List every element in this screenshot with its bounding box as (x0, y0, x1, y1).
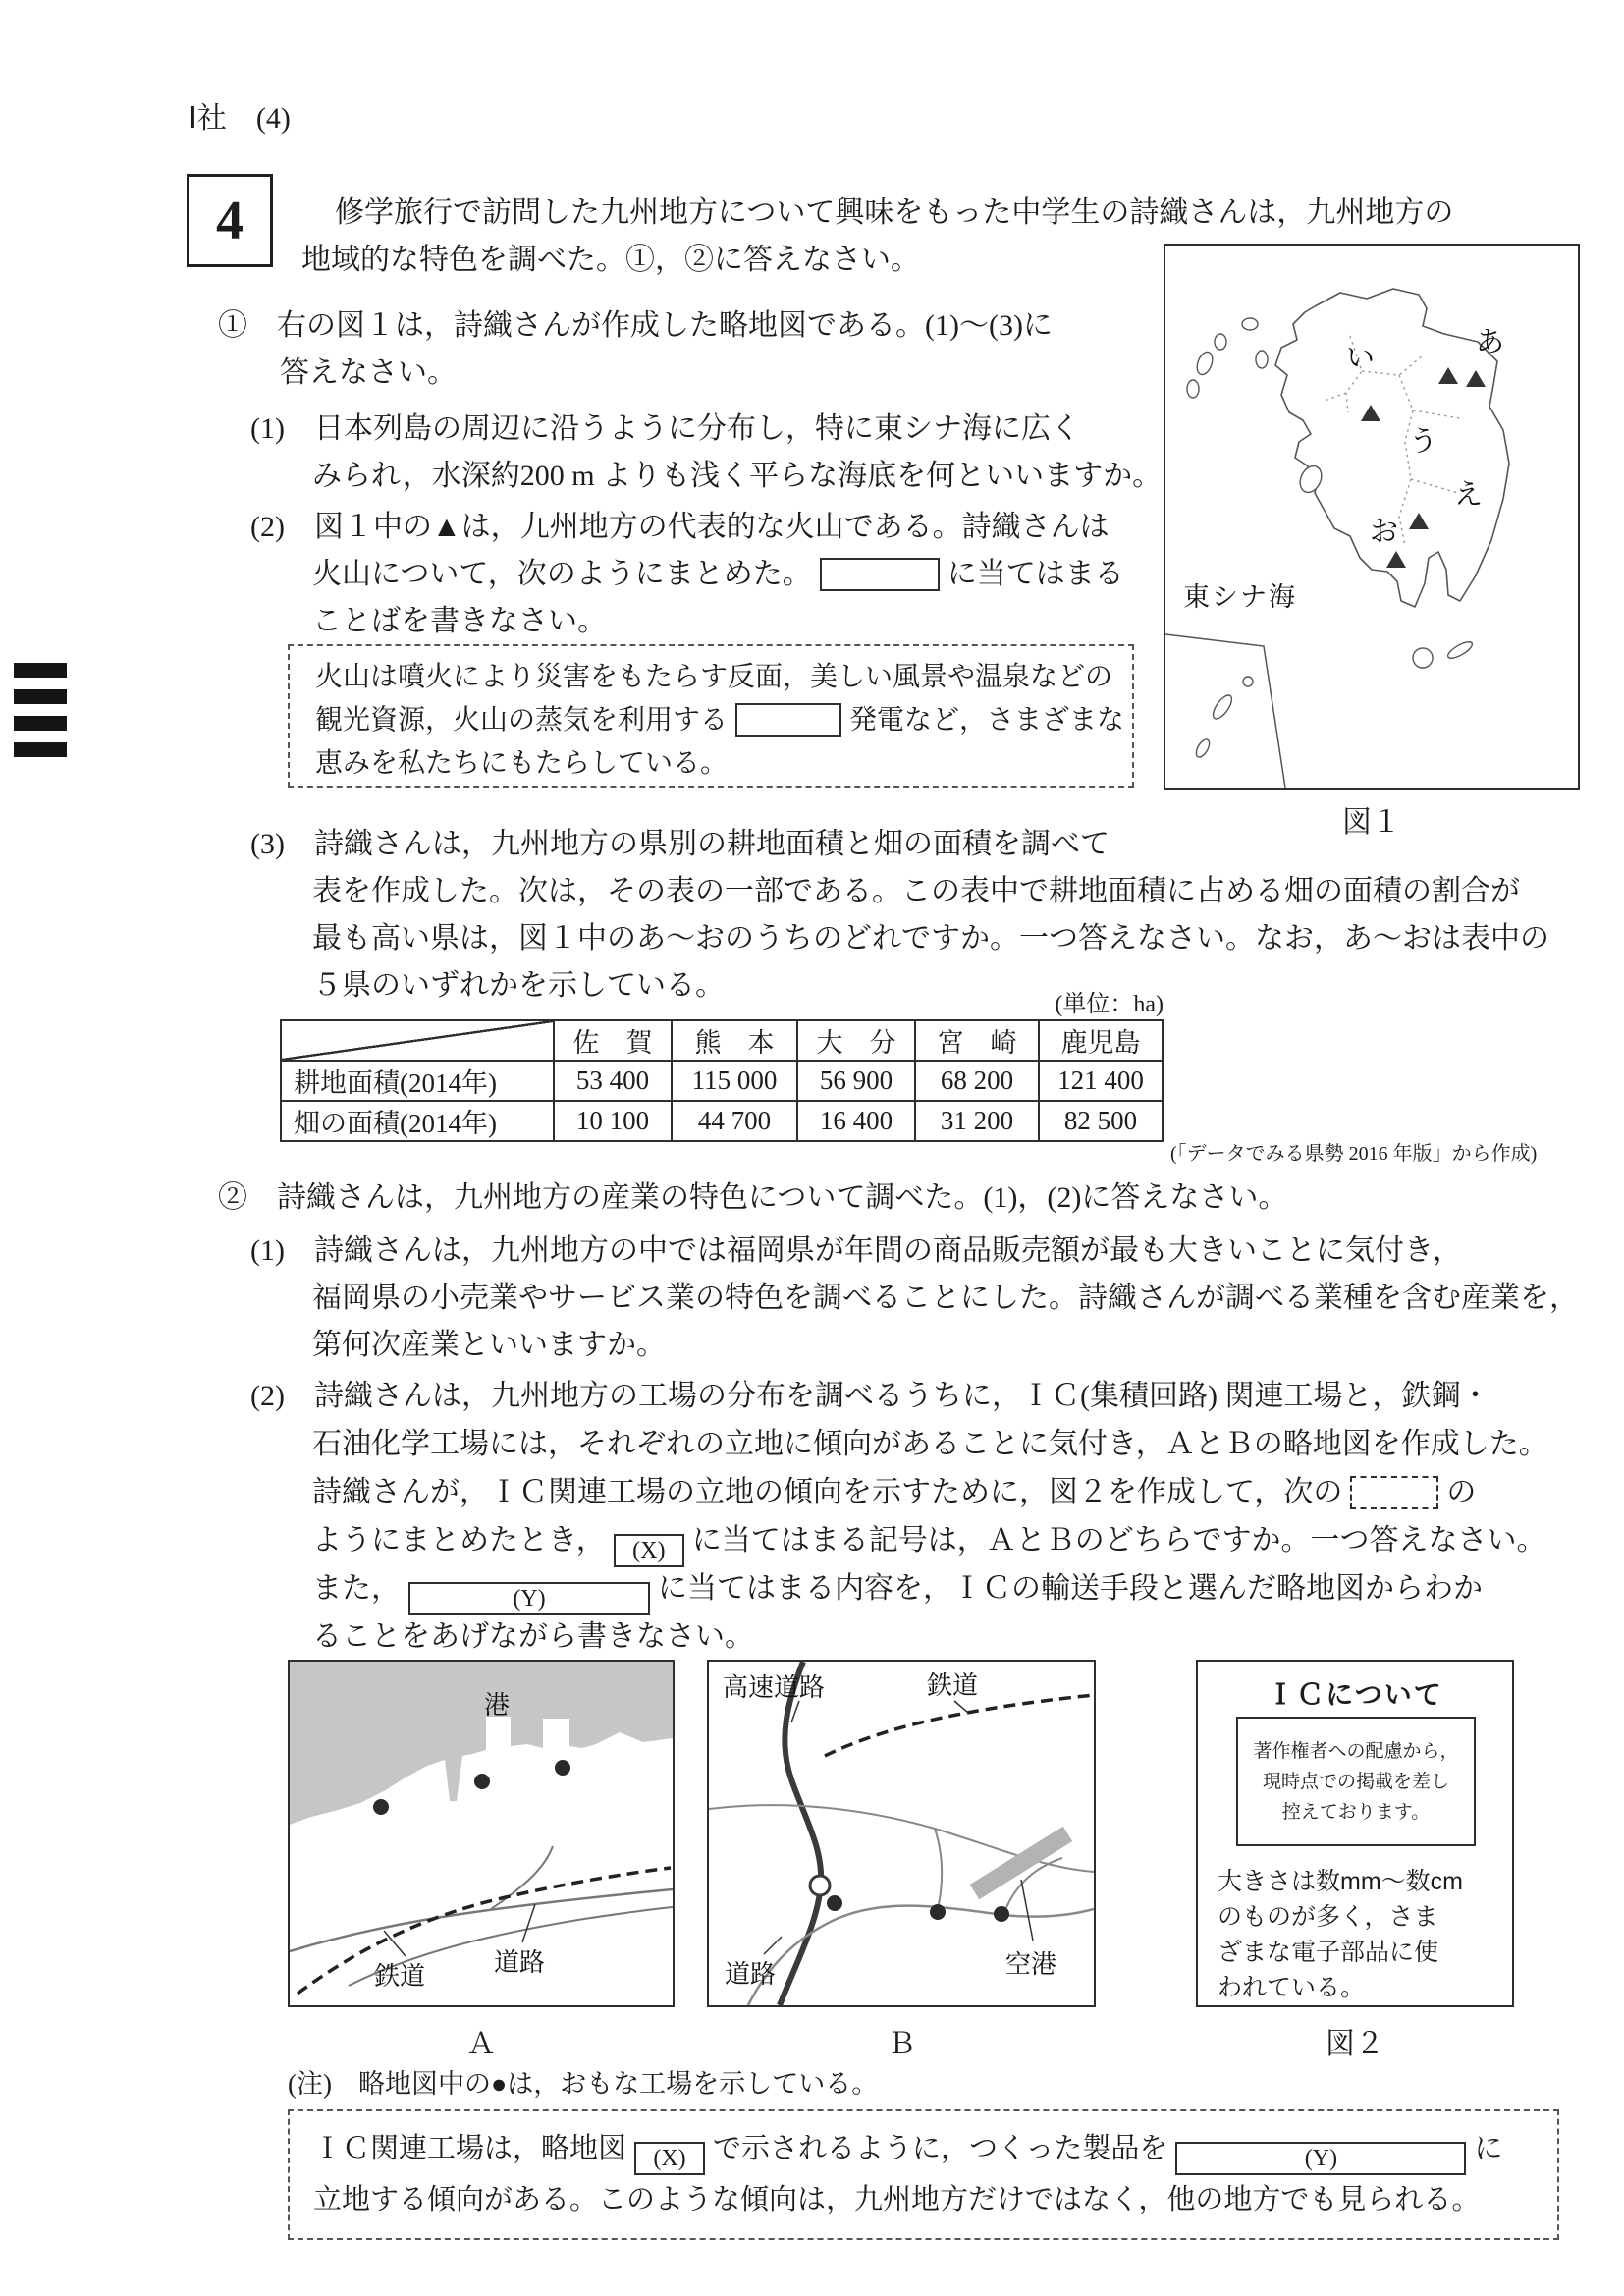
text-line: (1) 日本列島の周辺に沿うように分布し，特に東シナ海に広く (250, 412, 1080, 445)
text-line: ① 右の図１は，詩織さんが作成した略地図である。(1)～(3)に (218, 309, 1053, 342)
section1-q1 (250, 406, 1162, 500)
registration-mark (14, 663, 67, 678)
table-header-row (281, 1020, 1163, 1061)
table-cell: 31 200 (915, 1101, 1039, 1141)
text-line (313, 2123, 1534, 2174)
section2-q1 (250, 1228, 1579, 1369)
table-cell: 53 400 (554, 1061, 672, 1101)
map-a (288, 1660, 675, 2007)
figure2-caption: 図２ (1326, 2028, 1384, 2060)
table-cell: 68 200 (915, 1061, 1039, 1101)
rail-label: 鉄道 (374, 1961, 426, 1991)
x-blank-box: (X) (634, 2142, 705, 2175)
registration-mark (14, 689, 67, 704)
section2-title: ② 詩織さんは，九州地方の産業の特色について調べた。(1)，(2)に答えなさい。 (218, 1181, 1288, 1214)
text-segment: 発電など，さまざまな (849, 705, 1125, 736)
figure2-title: ＩＣについて (1267, 1679, 1443, 1710)
notice-line: 控えております。 (1281, 1801, 1431, 1823)
text-line: 石油化学工場には，それぞれの立地に傾向があることに気付き，ＡとＢの略地図を作成した。 (312, 1428, 1548, 1460)
section2-q2 (250, 1372, 1548, 1661)
conclusion-box (288, 2109, 1559, 2240)
figure1-label-u: う (1409, 426, 1438, 458)
map-b-caption: Ｂ (887, 2028, 916, 2060)
road-label: 道路 (494, 1947, 546, 1977)
railway-line (298, 1868, 671, 1994)
text-segment: に当てはまる内容を，ＩＣの輸送手段と選んだ略地図からわか (658, 1572, 1483, 1605)
map-b (707, 1660, 1096, 2007)
text-line: ５県のいずれかを示している。 (312, 969, 725, 1002)
table-row (281, 1061, 1163, 1101)
text-segment: ＩＣ関連工場は，略地図 (313, 2133, 627, 2164)
registration-mark (14, 716, 67, 731)
answer-blank-box (735, 703, 841, 737)
text-line: 最も高い県は，図１中のあ～おのうちのどれですか。一つ答えなさい。なお，あ～おは表中の (312, 922, 1549, 955)
map-a-svg (290, 1662, 673, 2005)
table-cell: 10 100 (554, 1101, 672, 1141)
airport-runway (970, 1827, 1073, 1900)
text-line: 答えなさい。 (280, 356, 457, 389)
airport-label-leader (1021, 1880, 1033, 1941)
ic-description (1218, 1864, 1463, 2005)
text-line: (3) 詩織さんは，九州地方の県別の耕地面積と畑の面積を調べて (250, 828, 1110, 860)
column-header: 佐 賀 (554, 1020, 672, 1061)
road-label-leader (764, 1937, 782, 1954)
text-segment: 火山について，次のようにまとめた。 (312, 558, 812, 590)
y-blank-box: (Y) (408, 1582, 650, 1615)
road-label: 道路 (725, 1959, 777, 1989)
text-line (250, 551, 1124, 598)
description-line: のものが多く，さま (1218, 1903, 1438, 1931)
text-line (315, 699, 1125, 742)
figure1-label-e: え (1454, 479, 1484, 511)
copyright-notice-box (1236, 1717, 1476, 1846)
text-segment: 観光資源，火山の蒸気を利用する (315, 705, 729, 736)
text-segment: 詩織さんが，ＩＣ関連工場の立地の傾向を示すために，図２を作成して，次の (312, 1476, 1343, 1508)
text-line: 恵みを私たちにもたらしている。 (315, 748, 729, 779)
description-line: われている。 (1218, 1974, 1366, 2001)
text-line: みられ，水深約200 m よりも浅く平らな海底を何といいますか。 (312, 460, 1163, 492)
text-line: 火山は噴火により災害をもたらす反面，美しい風景や温泉などの (315, 662, 1113, 692)
registration-mark (14, 742, 67, 757)
question-number: 4 (216, 190, 244, 251)
highway-label-leader (791, 1701, 799, 1722)
text-line (250, 1468, 1548, 1516)
port-label: 港 (484, 1690, 511, 1720)
text-line: ことばを書きなさい。 (312, 605, 607, 637)
text-segment: で示されるように，つくった製品を (713, 2133, 1168, 2164)
figure2-box (1196, 1660, 1514, 2007)
question-number-box (187, 174, 273, 267)
column-header: 大 分 (797, 1020, 915, 1061)
text-line: (2) 図１中の▲は，九州地方の代表的な火山である。詩織さんは (250, 511, 1110, 543)
text-line: 表を作成した。次は，その表の一部である。この表中で耕地面積に占める畑の面積の割合が (312, 875, 1520, 907)
figure1-label-i: い (1346, 343, 1376, 374)
table-row (281, 1101, 1163, 1141)
dashed-blank-box (1350, 1476, 1438, 1509)
text-line (250, 1564, 1548, 1613)
text-line (250, 1516, 1548, 1564)
map-a-caption: Ａ (466, 2028, 496, 2060)
text-line: 第何次産業といいますか。 (312, 1329, 666, 1361)
table-cell: 56 900 (797, 1061, 915, 1101)
volcano-summary-box (288, 644, 1134, 788)
table-cell: 44 700 (672, 1101, 797, 1141)
factory-dots (827, 1895, 1009, 1922)
table-corner-cell (281, 1020, 554, 1061)
column-header: 宮 崎 (915, 1020, 1039, 1061)
section1-title (218, 302, 1053, 397)
text-segment: に当てはまる (947, 558, 1124, 590)
airport-label: 空港 (1005, 1949, 1057, 1979)
highway-label: 高速道路 (723, 1672, 826, 1702)
table-cell: 115 000 (672, 1061, 797, 1101)
road-label-leader (522, 1904, 535, 1942)
description-line: ざまな電子部品に使 (1218, 1939, 1439, 1966)
row-label: 畑の面積(2014年) (281, 1101, 554, 1141)
notice-line: 著作権者への配慮から， (1253, 1740, 1459, 1762)
map-note: (注) 略地図中の●は，おもな工場を示している。 (288, 2069, 879, 2099)
figure1-label-o: お (1370, 517, 1399, 548)
intro-line: 修学旅行で訪問した九州地方について興味をもった中学生の詩織さんは，九州地方の (335, 196, 1454, 229)
text-segment: ようにまとめたとき， (312, 1524, 606, 1557)
rail-label-leader (954, 1701, 968, 1713)
section1-q2 (250, 504, 1124, 645)
table-unit-label: (単位：ha) (1055, 992, 1164, 1017)
text-segment: また， (312, 1572, 401, 1605)
text-line: (1) 詩織さんは，九州地方の中では福岡県が年間の商品販売額が最も大きいことに気付き， (250, 1234, 1462, 1267)
table-source-note: (「データでみる県勢 2016 年版」から作成) (1170, 1143, 1538, 1165)
text-line: 福岡県の小売業やサービス業の特色を調べることにした。詩織さんが調べる業種を含む産業を， (312, 1282, 1579, 1314)
page-header: Ⅰ社 (4) (189, 102, 291, 135)
column-header: 熊 本 (672, 1020, 797, 1061)
row-label: 耕地面積(2014年) (281, 1061, 554, 1101)
rail-label: 鉄道 (927, 1670, 979, 1700)
cropland-table (280, 1019, 1164, 1142)
notice-line: 現時点での掲載を差し (1262, 1771, 1449, 1792)
description-line: 大きさは数mm～数cm (1218, 1868, 1463, 1895)
figure1-label-a: あ (1476, 327, 1505, 358)
text-segment: に (1474, 2133, 1503, 2164)
table-cell: 82 500 (1039, 1101, 1163, 1141)
column-header: 鹿児島 (1039, 1020, 1163, 1061)
east-china-sea-label: 東シナ海 (1183, 582, 1297, 612)
figure1-map (1164, 244, 1580, 790)
y-blank-box: (Y) (1175, 2142, 1466, 2175)
text-segment: に当てはまる記号は，ＡとＢのどちらですか。一つ答えなさい。 (691, 1524, 1546, 1557)
section1-q3 (250, 821, 1549, 1010)
text-segment: の (1446, 1476, 1477, 1508)
intro-line: 地域的な特色を調べた。①，②に答えなさい。 (301, 244, 920, 276)
answer-blank-box (820, 558, 940, 591)
text-line: 立地する傾向がある。このような傾向は，九州地方だけではなく，他の地方でも見られる。 (313, 2184, 1481, 2215)
table-cell: 121 400 (1039, 1061, 1163, 1101)
road-line (290, 1889, 673, 1951)
interchange-circle (810, 1876, 830, 1895)
sea-area (290, 1662, 673, 1825)
text-line: ることをあげながら書きなさい。 (312, 1620, 754, 1653)
figure1-caption: 図１ (1342, 806, 1401, 839)
text-line: (2) 詩織さんは，九州地方の工場の分布を調べるうちに，ＩＣ(集積回路) 関連工場と，鉄鋼・ (250, 1380, 1490, 1412)
x-blank-box: (X) (614, 1534, 684, 1567)
table-cell: 16 400 (797, 1101, 915, 1141)
